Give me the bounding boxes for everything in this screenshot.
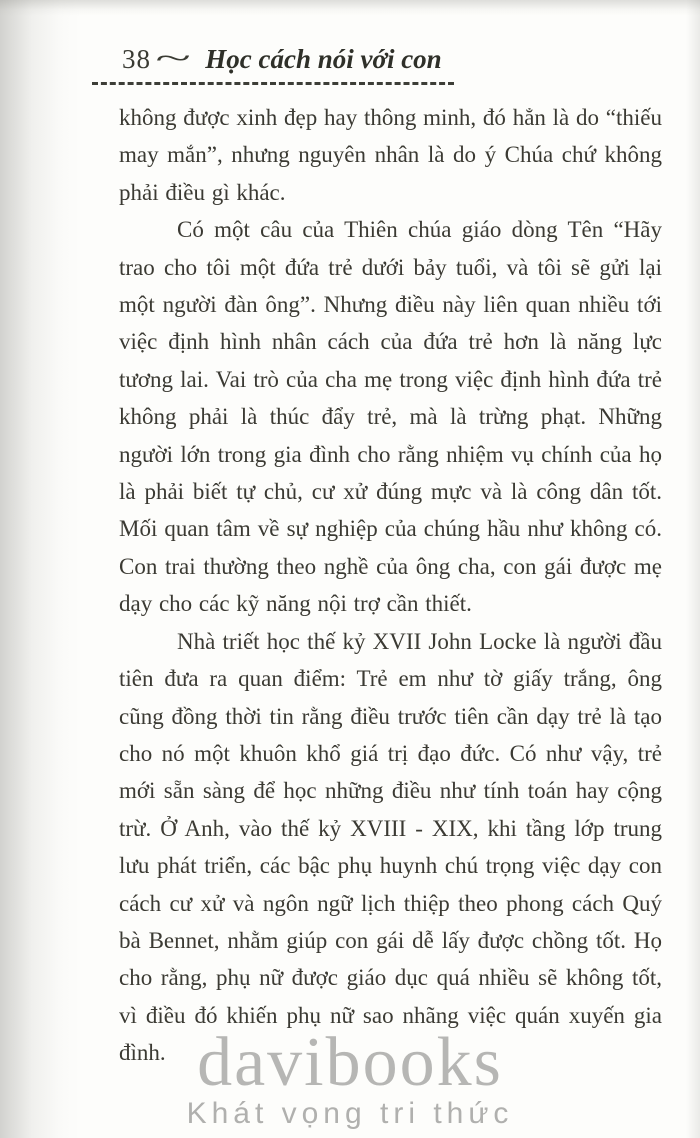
- page-top-shadow: [0, 0, 700, 16]
- watermark-brand: davibooks: [197, 1024, 503, 1101]
- paragraph: Có một câu của Thiên chúa giáo dòng Tên “Hãy trao cho tôi một đứa trẻ dưới bảy tuổi, và tôi sẽ gửi lại một người đàn ông”. Nhưng điều này liên quan nhiều tới việc định hình nhân cách của đứa trẻ hơn là năng lực tương lai. Vai trò của cha mẹ trong việc định hình đứa trẻ không phải là thúc đẩy trẻ, mà là trừng phạt. Những người lớn trong gia đình cho rằng nhiệm vụ chính của họ là phải biết tự chủ, cư xử đúng mực và là công dân tốt. Mối quan tâm về sự nghiệp của chúng hầu như không có. Con trai thường theo nghề của ông cha, con gái được mẹ dạy cho các kỹ năng nội trợ cần thiết.: [119, 217, 662, 617]
- header-dashed-rule: [92, 82, 454, 85]
- page-spine-shadow: [0, 0, 80, 1138]
- watermark-slogan: Khát vọng tri thức: [186, 1097, 514, 1130]
- tilde-ornament-icon: ~: [155, 42, 191, 75]
- paragraph: Nhà triết học thế kỷ XVII John Locke là người đầu tiên đưa ra quan điểm: Trẻ em như tờ giấy trắng, ông cũng đồng thời tin rằng điều trước tiên cần dạy trẻ là tạo cho nó một khuôn khổ giá trị đạo đức. Có như vậy, trẻ mới sẵn sàng để học những điều như tính toán hay cộng trừ. Ở Anh, vào thế kỷ XVIII - XIX, khi tầng lớp trung lưu phát triển, các bậc phụ huynh chú trọng việc dạy con cách cư xử và ngôn ngữ lịch thiệp theo phong cách Quý bà Bennet, nhằm giúp con gái dễ lấy được chồng tốt. Họ cho rằng, phụ nữ được giáo dục quá nhiều sẽ không tốt, vì điều đó khiến phụ nữ sao nhãng việc quán xuyến gia đình.: [119, 628, 662, 1066]
- page-number: 38: [122, 44, 151, 74]
- page-right-shadow: [686, 0, 700, 1138]
- page-header: [122, 42, 442, 76]
- paragraph: không được xinh đẹp hay thông minh, đó hẳn là do “thiếu may mắn”, nhưng nguyên nhân là do ý Chúa chứ không phải điều gì khác.: [119, 105, 662, 205]
- body-text: [119, 99, 662, 1072]
- header-title: Học cách nói với con: [205, 44, 442, 74]
